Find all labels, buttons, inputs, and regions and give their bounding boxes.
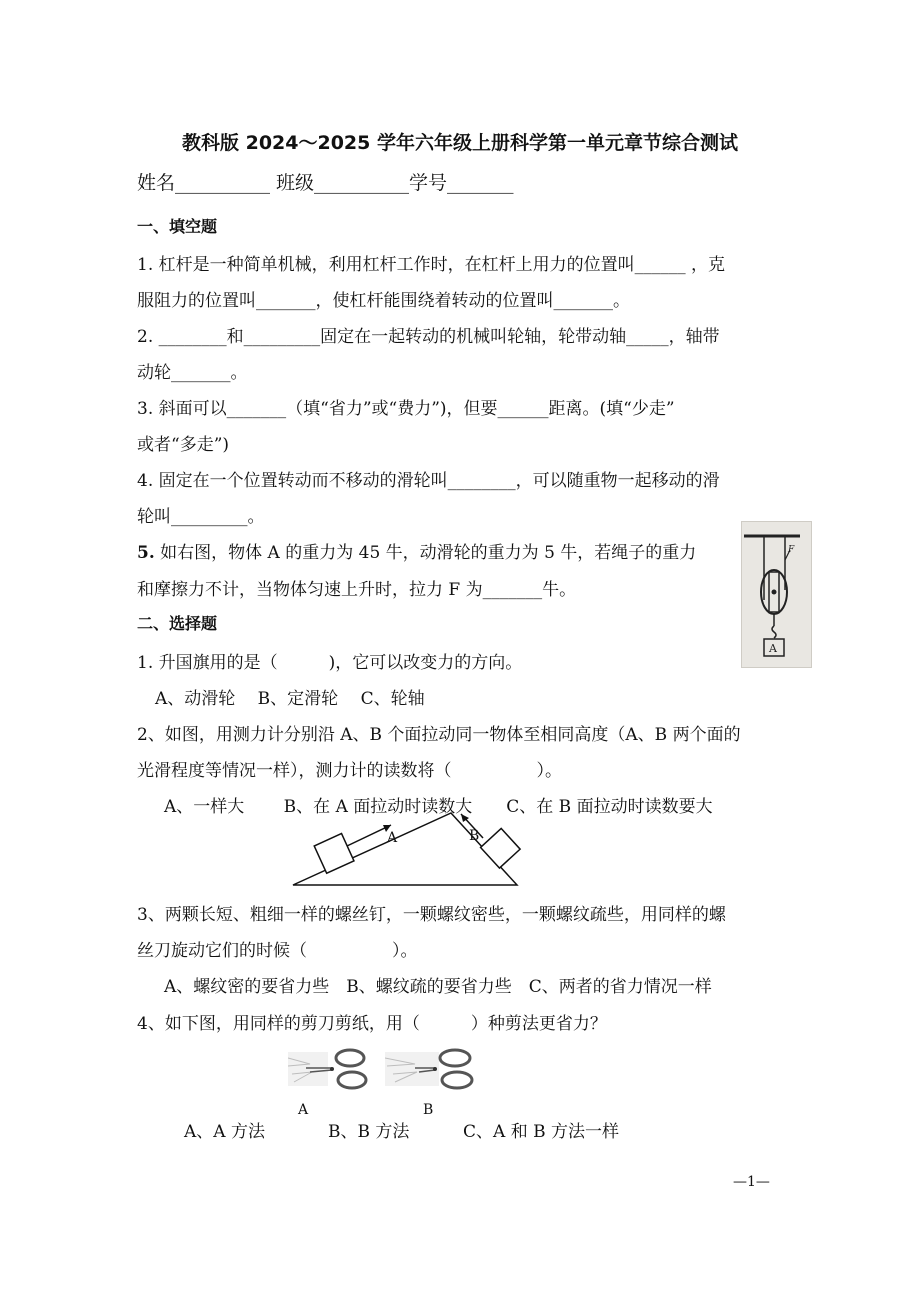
pulley-label-a: A	[769, 642, 777, 655]
scissors-a-diagram	[288, 1044, 378, 1094]
pulley-figure	[741, 521, 812, 668]
choice-q3-line2: 丝刀旋动它们的时候（ ）。	[137, 941, 418, 961]
choice-q2-line1: 2、如图，用测力计分别沿 A、B 个面拉动同一物体至相同高度（A、B 两个面的	[137, 725, 741, 745]
scissors-figure-b	[385, 1044, 480, 1094]
fill-q2-line2: 动轮_______。	[137, 363, 248, 383]
fill-q5-text: 如右图，物体 A 的重力为 45 牛，动滑轮的重力为 5 牛，若绳子的重力	[154, 543, 697, 563]
fill-q5-number: 5.	[137, 543, 155, 563]
choice-q1-options: A、动滑轮 B、定滑轮 C、轮轴	[155, 689, 425, 709]
scissors-label-b: B	[423, 1102, 434, 1118]
choice-q4-option-c: C、A 和 B 方法一样	[463, 1122, 619, 1142]
choice-q4-option-b: B、B 方法	[328, 1122, 410, 1142]
fill-q3-line1: 3. 斜面可以_______（填“省力”或“费力”)，但要______距离。(填“少走”	[137, 399, 675, 419]
incline-label-b: B	[469, 828, 480, 844]
fill-q1-line2: 服阻力的位置叫_______，使杠杆能围绕着转动的位置叫_______。	[137, 291, 630, 311]
fill-q5-line2: 和摩擦力不计，当物体匀速上升时，拉力 F 为_______牛。	[137, 580, 577, 600]
page-title: 教科版 2024～2025 学年六年级上册科学第一单元章节综合测试	[182, 132, 738, 154]
student-info-line: 姓名__________ 班级__________学号_______	[137, 172, 514, 194]
choice-q3-options: A、螺纹密的要省力些 B、螺纹疏的要省力些 C、两者的省力情况一样	[164, 977, 712, 997]
choice-q1: 1. 升国旗用的是（ )，它可以改变力的方向。	[137, 653, 523, 673]
page-number: —1—	[733, 1174, 770, 1190]
pulley-diagram	[742, 522, 811, 667]
section-fill-heading: 一、填空题	[137, 217, 218, 236]
choice-q2-line2: 光滑程度等情况一样），测力计的读数将（ ）。	[137, 761, 562, 781]
choice-q2-options: A、一样大 B、在 A 面拉动时读数大 C、在 B 面拉动时读数要大	[164, 797, 713, 817]
choice-q3-line1: 3、两颗长短、粗细一样的螺丝钉，一颗螺纹密些，一颗螺纹疏些，用同样的螺	[137, 905, 726, 925]
section-choice-heading: 二、选择题	[137, 614, 218, 633]
incline-figure	[285, 808, 525, 888]
fill-q4-line2: 轮叫_________。	[137, 507, 265, 527]
fill-q5-line1	[137, 538, 696, 563]
incline-label-a: A	[387, 830, 398, 846]
scissors-figure-a	[288, 1044, 378, 1094]
choice-q4-option-a: A、A 方法	[184, 1122, 265, 1142]
fill-q4-line1: 4. 固定在一个位置转动而不移动的滑轮叫________，可以随重物一起移动的滑	[137, 471, 720, 491]
pulley-label-f: F	[788, 545, 795, 555]
incline-diagram	[285, 808, 525, 888]
scissors-b-diagram	[385, 1044, 480, 1094]
fill-q2-line1: 2. ________和_________固定在一起转动的机械叫轮轴，轮带动轴_____，轴带	[137, 327, 720, 347]
scissors-label-a: A	[298, 1102, 309, 1118]
choice-q4: 4、如下图，用同样的剪刀剪纸，用（ ）种剪法更省力？	[137, 1014, 607, 1034]
fill-q3-line2: 或者“多走”)	[137, 435, 230, 455]
fill-q1-line1: 1. 杠杆是一种简单机械，利用杠杆工作时，在杠杆上用力的位置叫______ ，克	[137, 255, 726, 275]
